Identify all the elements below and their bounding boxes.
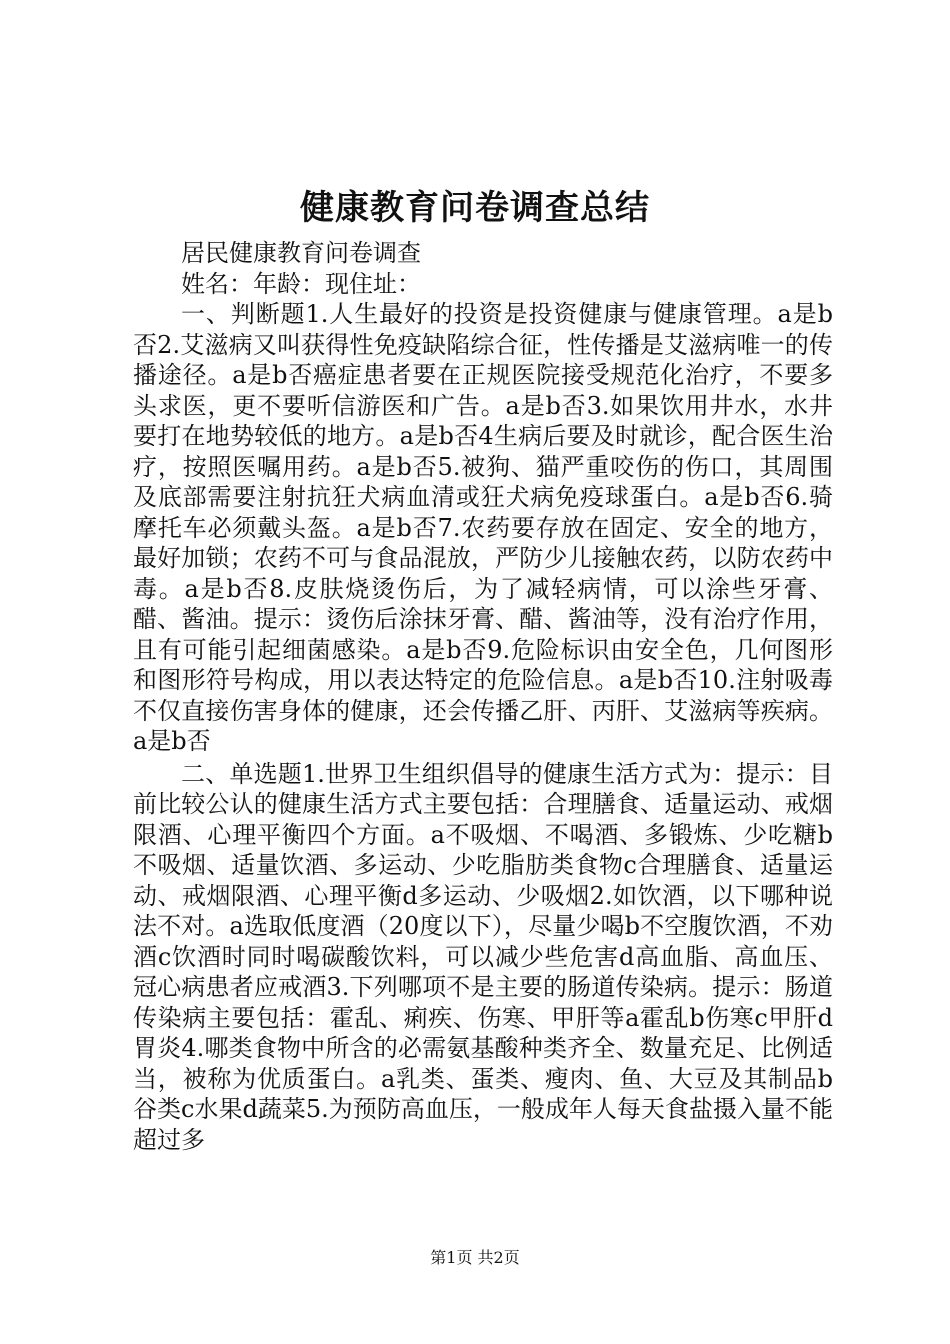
subtitle-paragraph: 居民健康教育问卷调查 [181,239,421,267]
section-single-choice-paragraph: 二、单选题1.世界卫生组织倡导的健康生活方式为：提示：目前比较公认的健康生活方式主要包括：合理膳食、适量运动、戒烟限酒、心理平衡四个方面。a不吸烟、不喝酒、多锻炼、少吃糖b不吸烟、适量饮酒、多运动、少吃脂肪类食物c合理膳食、适量运动、戒烟限酒、心理平衡d多运动、少吸烟2.如饮酒，以下哪种说法不对。a选取低度酒（20度以下），尽量少喝b不空腹饮酒，不劝酒c饮酒时同时喝碳酸饮料，可以减少些危害d高血脂、高血压、冠心病患者应戒酒3.下列哪项不是主要的肠道传染病。提示：肠道传染病主要包括：霍乱、痢疾、伤寒、甲肝等a霍乱b伤寒c甲肝d胃炎4.哪类食物中所含的必需氨基酸种类齐全、数量充足、比例适当，被称为优质蛋白。a乳类、蛋类、瘦肉、鱼、大豆及其制品b谷类c水果d蔬菜5.为预防高血压，一般成年人每天食盐摄入量不能超过多 [133,759,833,1154]
section-true-false-paragraph: 一、判断题1.人生最好的投资是投资健康与健康管理。a是b否2.艾滋病又叫获得性免疫缺陷综合征，性传播是艾滋病唯一的传播途径。a是b否癌症患者要在正规医院接受规范化治疗，不要多头求医，更不要听信游医和广告。a是b否3.如果饮用井水，水井要打在地势较低的地方。a是b否4生病后要及时就诊，配合医生治疗，按照医嘱用药。a是b否5.被狗、猫严重咬伤的伤口，其周围及底部需要注射抗狂犬病血清或狂犬病免疫球蛋白。a是b否6.骑摩托车必须戴头盔。a是b否7.农药要存放在固定、安全的地方，最好加锁；农药不可与食品混放，严防少儿接触农药，以防农药中毒。a是b否8.皮肤烧烫伤后，为了减轻病情，可以涂些牙膏、醋、酱油。提示：烫伤后涂抹牙膏、醋、酱油等，没有治疗作用，且有可能引起细菌感染。a是b否9.危险标识由安全色，几何图形和图形符号构成，用以表达特定的危险信息。a是b否10.注射吸毒不仅直接伤害身体的健康，还会传播乙肝、丙肝、艾滋病等疾病。a是b否 [133,300,833,755]
document-title: 健康教育问卷调查总结 [300,188,650,228]
page-number-footer: 第1页 共2页 [430,1248,520,1267]
document-body [133,238,833,1155]
info-line-paragraph: 姓名：年龄：现住址： [181,269,421,298]
